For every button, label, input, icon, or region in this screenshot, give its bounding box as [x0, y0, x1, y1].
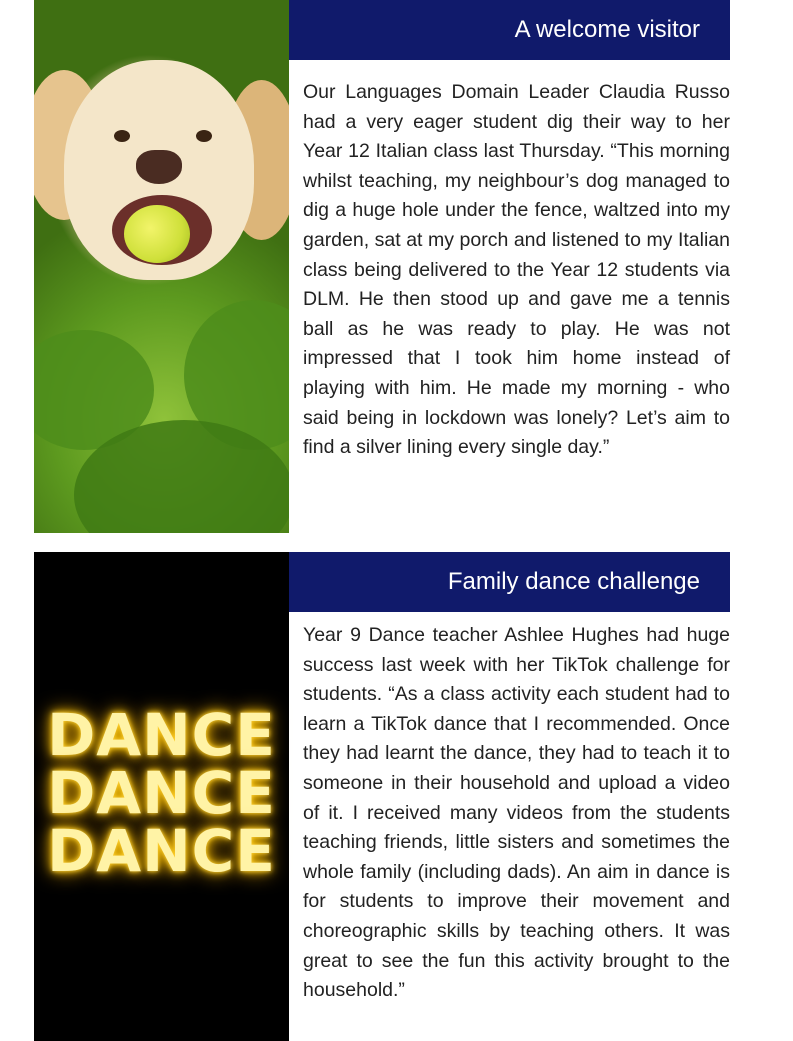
- dance-neon-image: [34, 552, 289, 1041]
- neon-word: DANCE: [47, 759, 276, 827]
- dog-eye-right: [196, 130, 212, 142]
- dog-eye-left: [114, 130, 130, 142]
- article-heading-family-dance: [289, 552, 730, 612]
- article-body-welcome-visitor: [303, 78, 730, 463]
- heading-text: Family dance challenge: [447, 568, 700, 595]
- article-heading-welcome-visitor: [289, 0, 730, 60]
- paragraph: Our Languages Domain Leader Claudia Russo had a very eager student dig their way to her Year 12 Italian class last Thursday. “This morning whilst teaching, my neighbour’s dog managed to dig a huge hole under the fence, waltzed into my garden, sat at my porch and listened to my Italian class being delivered to the Year 12 students via DLM. He then stood up and gave me a tennis ball as he was ready to play. He was not impressed that I took him home instead of playing with him. He made my morning - who said being in lockdown was lonely? Let’s aim to find a silver lining every single day.”: [303, 81, 730, 459]
- heading-text: A welcome visitor: [514, 16, 700, 43]
- dog-nose: [136, 150, 182, 184]
- dog-photo: [34, 0, 289, 533]
- neon-word: DANCE: [47, 701, 276, 769]
- neon-word: DANCE: [47, 817, 276, 885]
- tennis-ball: [124, 205, 190, 263]
- article-body-family-dance: [303, 621, 730, 1006]
- paragraph: Year 9 Dance teacher Ashlee Hughes had huge success last week with her TikTok challenge for students. “As a class activity each student had to learn a TikTok dance that I recommended. Once they had learnt the dance, they had to teach it to someone in their household and upload a video of it. I received many videos from the students teaching friends, little sisters and sometimes the whole family (including dads). An aim in dance is for students to improve their movement and choreographic skills by teaching others. It was great to see the fun this activity brought to the household.”: [303, 624, 730, 1002]
